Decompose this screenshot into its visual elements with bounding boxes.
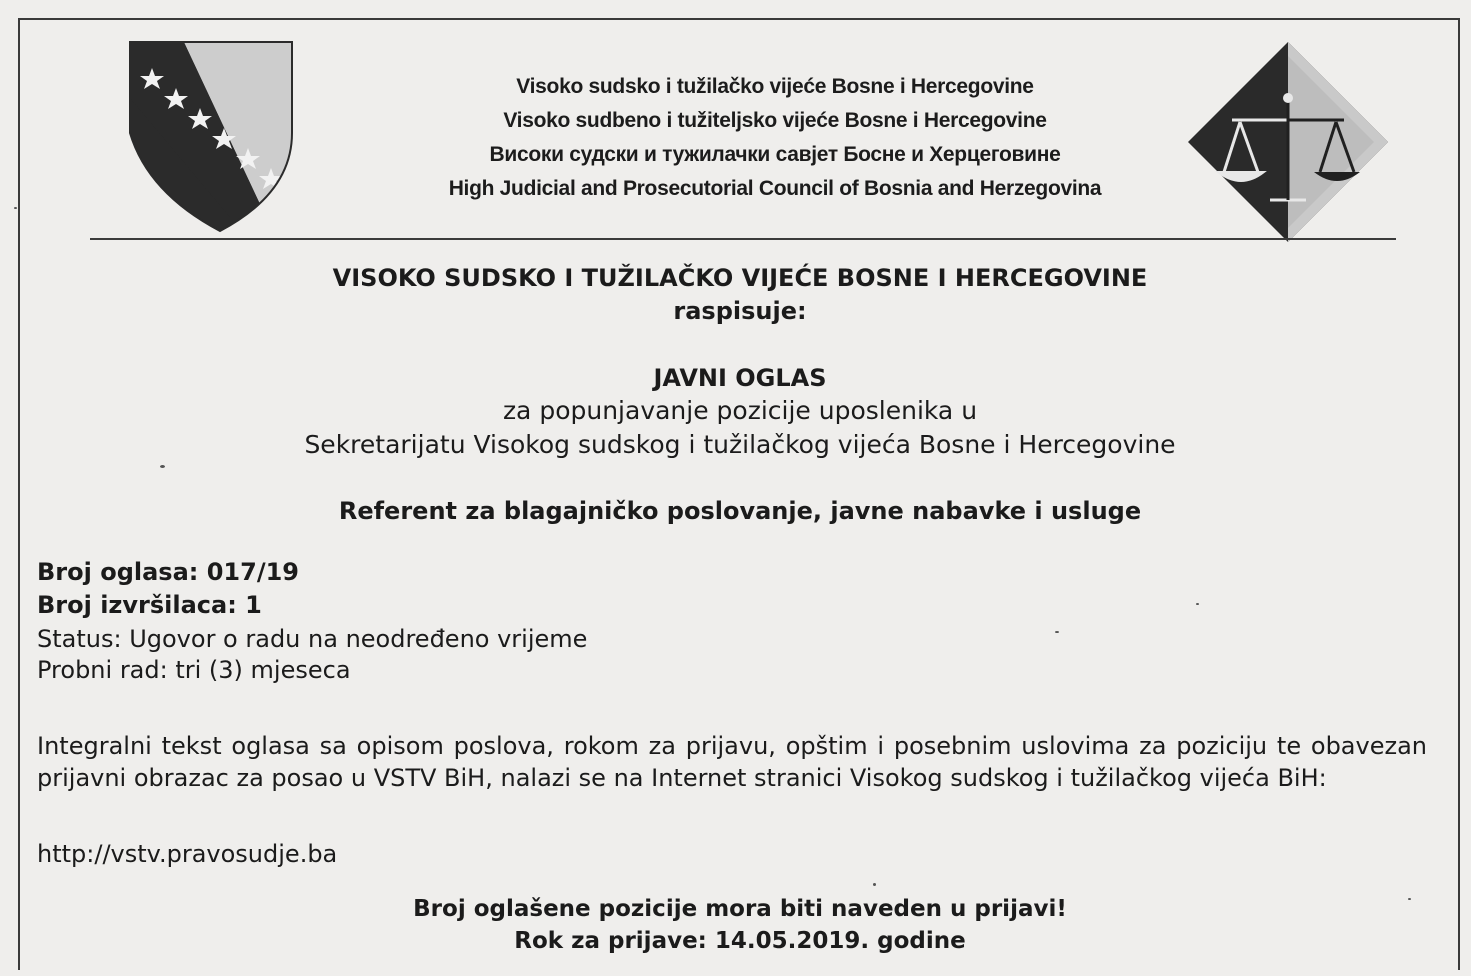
website-link[interactable]: http://vstv.pravosudje.ba [37, 840, 338, 868]
scan-speck [14, 207, 17, 209]
organization-heading: VISOKO SUDSKO I TUŽILAČKO VIJEĆE BOSNE I HERCEGOVINE [332, 264, 1148, 292]
integral-text-paragraph: Integralni tekst oglasa sa opisom poslova, rokom za prijavu, opštim i posebnim uslovima za poziciju te obavezan prijavni obrazac za posao u VSTV BiH, nalazi se na Internet stranici Visokog sudskog i tužilačkog vijeća BiH: [37, 732, 1427, 792]
council-name-hr: Visoko sudbeno i tužiteljsko vijeće Bosne i Hercegovine [503, 109, 1047, 132]
probation-period: Probni rad: tri (3) mjeseca [37, 656, 351, 684]
scan-speck [1408, 898, 1411, 900]
council-name-en: High Judicial and Prosecutorial Council of Bosnia and Herzegovina [448, 177, 1102, 200]
ad-subtitle-line2: Sekretarijatu Visokog sudskog i tužilačkog vijeća Bosne i Hercegovine [304, 430, 1176, 459]
council-names [360, 70, 1190, 206]
ad-number: Broj oglasa: 017/19 [37, 558, 299, 586]
header-divider [90, 238, 1396, 240]
scan-speck [160, 465, 165, 468]
employment-status: Status: Ugovor o radu na neodređeno vrijeme [37, 625, 588, 653]
bih-coat-of-arms-icon [124, 38, 296, 234]
application-deadline: Rok za prijave: 14.05.2019. godine [514, 928, 966, 954]
action-text: raspisuje: [673, 297, 807, 325]
council-name-bs: Visoko sudsko i tužilačko vijeće Bosne i Hercegovine [516, 75, 1034, 98]
position-title: Referent za blagajničko poslovanje, javne nabavke i usluge [338, 497, 1142, 525]
scan-speck [1196, 603, 1199, 605]
ad-title: JAVNI OGLAS [653, 364, 827, 392]
position-number-notice: Broj oglašene pozicije mora biti naveden u prijavi! [413, 896, 1067, 922]
scan-speck [873, 883, 876, 886]
scan-speck [1055, 631, 1059, 633]
scales-of-justice-icon [1186, 40, 1390, 244]
ad-subtitle-line1: za popunjavanje pozicije uposlenika u [502, 396, 978, 425]
executor-count: Broj izvršilaca: 1 [37, 591, 262, 619]
council-name-sr: Високи судски и тужилачки савјет Босне и Херцеговине [489, 143, 1061, 166]
